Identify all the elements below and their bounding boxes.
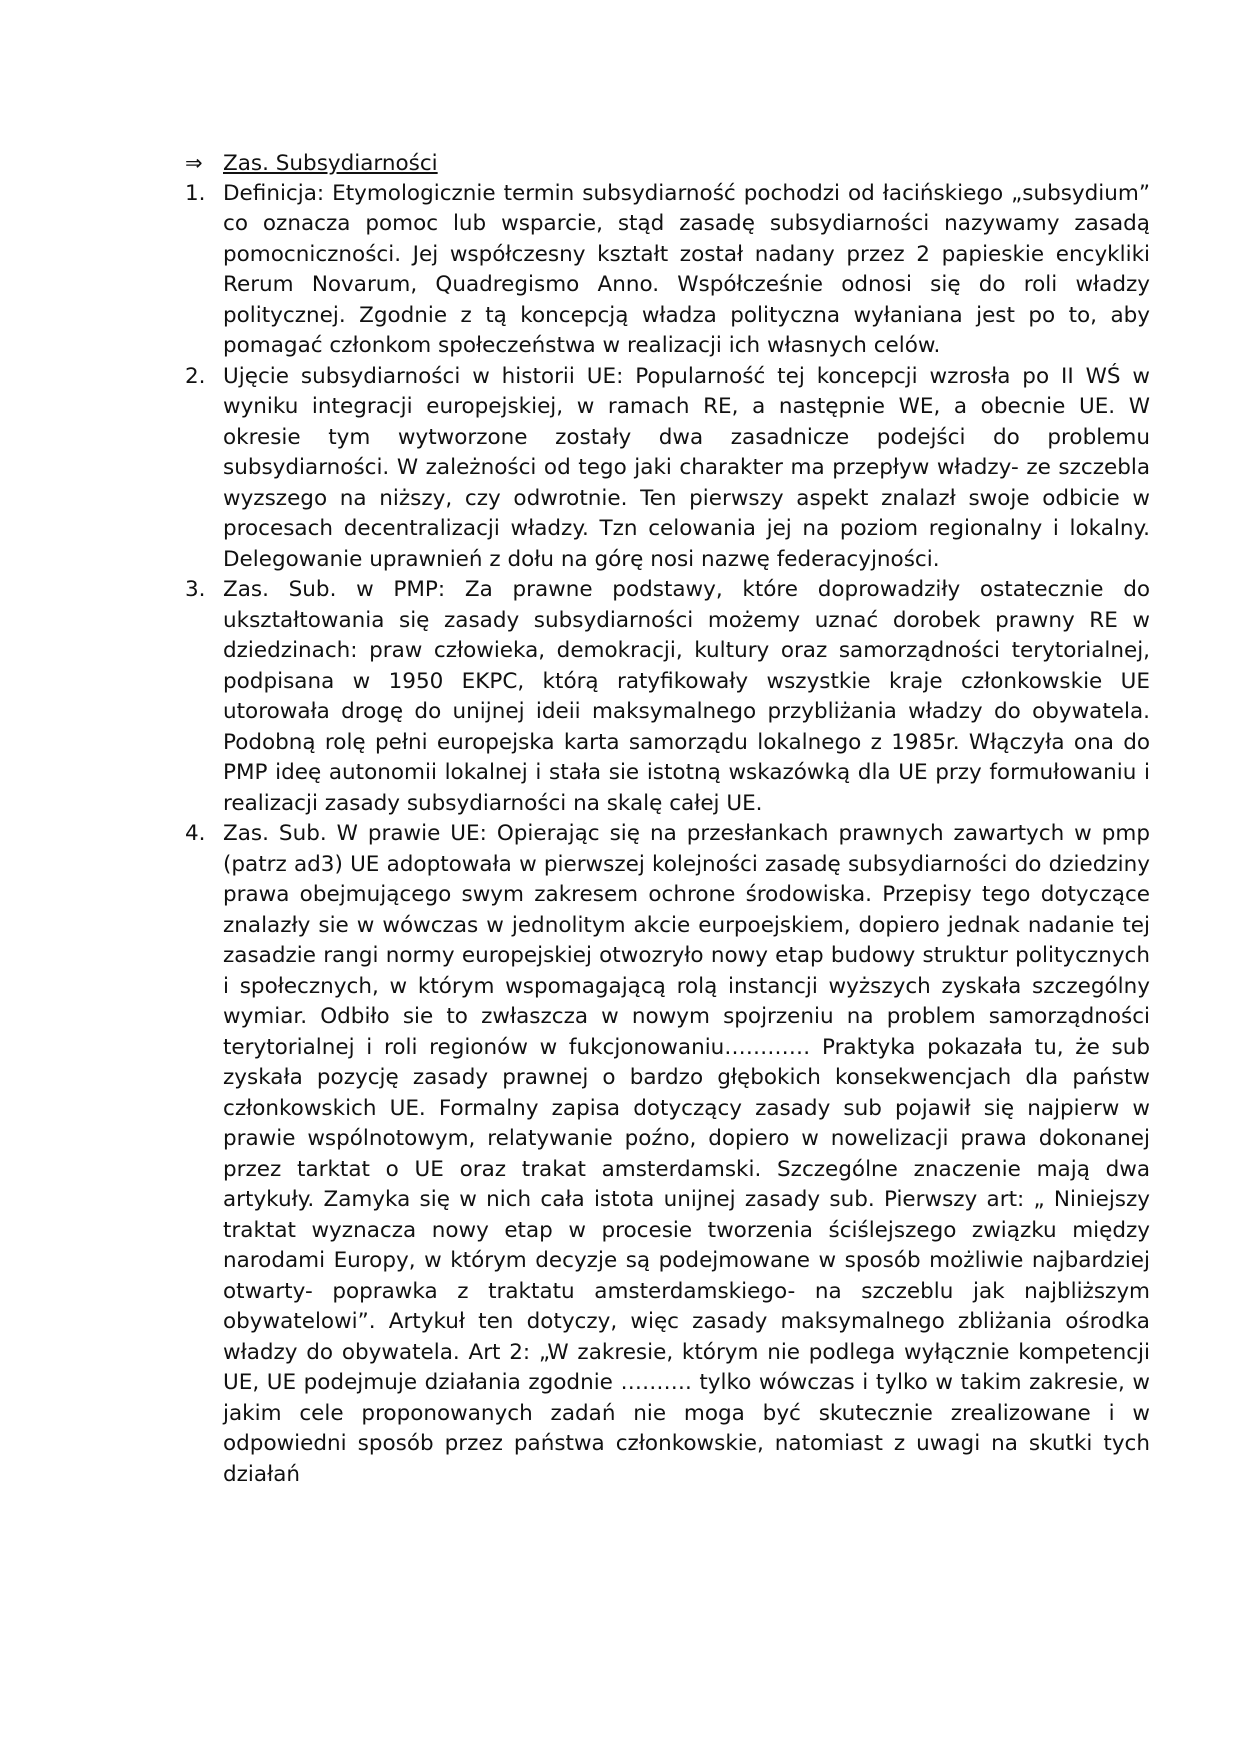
list-item-number: 4. — [185, 821, 206, 846]
list-item — [185, 819, 1150, 1490]
list-item — [185, 179, 1150, 362]
heading-text: Zas. Subsydiarności — [223, 151, 438, 176]
document-page — [185, 148, 1150, 1490]
list-item-text: Zas. Sub. w PMP: Za prawne podstawy, które doprowadziły ostatecznie do ukształtowania się zasady subsydiarności możemy uznać dorobek prawny RE w dziedzinach: praw człowieka, demokracji, kultury oraz samorządności terytorialnej, podpisana w 1950 EKPC, którą ratyfikowały wszystkie kraje członkowskie UE utorowała drogę do unijnej ideii maksymalnego przybliżania władzy do obywatela. Podobną rolę pełni europejska karta samorządu lokalnego z 1985r. Włączyła ona do PMP ideę autonomii lokalnej i stała sie istotną wskazówką dla UE przy formułowaniu i realizacji zasady subsydiarności na skalę całej UE. — [223, 577, 1150, 816]
list-item-number: 2. — [185, 363, 206, 389]
section-heading — [185, 148, 1150, 179]
list-item-number: 1. — [185, 180, 206, 206]
list-item-text: Definicja: Etymologicznie termin subsydiarność pochodzi od łacińskiego „subsydium” co oznacza pomoc lub wsparcie, stąd zasadę subsydiarności nazywamy zasadą pomocniczności. Jej współczesny kształt został nadany przez 2 papieskie encykliki Rerum Novarum, Quadregismo Anno. Współcześnie odnosi się do roli władzy politycznej. Zgodnie z tą koncepcją władza polityczna wyłaniana jest po to, aby pomagać członkom społeczeństwa w realizacji ich własnych celów. — [223, 180, 1150, 358]
list-item — [185, 575, 1150, 819]
list-item-number: 3. — [185, 577, 206, 602]
list-item — [185, 362, 1150, 576]
numbered-list — [185, 179, 1150, 1491]
arrow-icon: ⇒ — [185, 151, 203, 175]
list-item-text: Zas. Sub. W prawie UE: Opierając się na przesłankach prawnych zawartych w pmp (patrz ad3) UE adoptowała w pierwszej kolejności zasadę subsydiarności do dziedziny prawa obejmującego swym zakresem ochrone środowiska. Przepisy tego dotyczące znalazły sie w wówczas w jednolitym akcie eurpoejskiem, dopiero jednak nadanie tej zasadzie rangi normy europejskiej otwozryło nowy etap budowy struktur politycznych i społecznych, w którym wspomagającą rolą instancji wyższych zyskała szczególny wymiar. Odbiło sie to zwłaszcza w nowym spojrzeniu na problem samorządności terytorialnej i roli regionów w fukcjonowaniu………… Praktyka pokazała tu, że sub zyskała pozycję zasady prawnej o bardzo głębokich konsekwencjach dla państw członkowskich UE. Formalny zapisa dotyczący zasady sub pojawił się najpierw w prawie wspólnotowym, relatywanie poźno, dopiero w nowelizacji prawa dokonanej przez tarktat o UE oraz trakat amsterdamski. Szczególne znaczenie mają dwa artykuły. Zamyka się w nich cała istota unijnej zasady sub. Pierwszy art: „ Niniejszy traktat wyznacza nowy etap w procesie tworzenia ściślejszego związku między narodami Europy, w którym decyzje są podejmowane w sposób możliwie najbardziej otwarty- poprawka z traktatu amsterdamskiego- na szczeblu jak najbliższym obywatelowi”. Artykuł ten dotyczy, więc zasady maksymalnego zbliżania ośrodka władzy do obywatela. Art 2: „W zakresie, którym nie podlega wyłącznie kompetencji UE, UE podejmuje działania zgodnie ………. tylko wówczas i tylko w takim zakresie, w jakim cele proponowanych zadań nie moga być skutecznie zrealizowane i w odpowiedni sposób przez państwa członkowskie, natomiast z uwagi na skutki tych działań — [223, 821, 1150, 1487]
list-item-text: Ujęcie subsydiarności w historii UE: Popularność tej koncepcji wzrosła po II WŚ w wyniku integracji europejskiej, w ramach RE, a następnie WE, a obecnie UE. W okresie tym wytworzone zostały dwa zasadnicze podejści do problemu subsydiarności. W zależności od tego jaki charakter ma przepływ władzy- ze szczebla wyzszego na niższy, czy odwrotnie. Ten pierwszy aspekt znalazł swoje odbicie w procesach decentralizacji władzy. Tzn celowania jej na poziom regionalny i lokalny. Delegowanie uprawnień z dołu na górę nosi nazwę federacyjności. — [223, 363, 1150, 572]
